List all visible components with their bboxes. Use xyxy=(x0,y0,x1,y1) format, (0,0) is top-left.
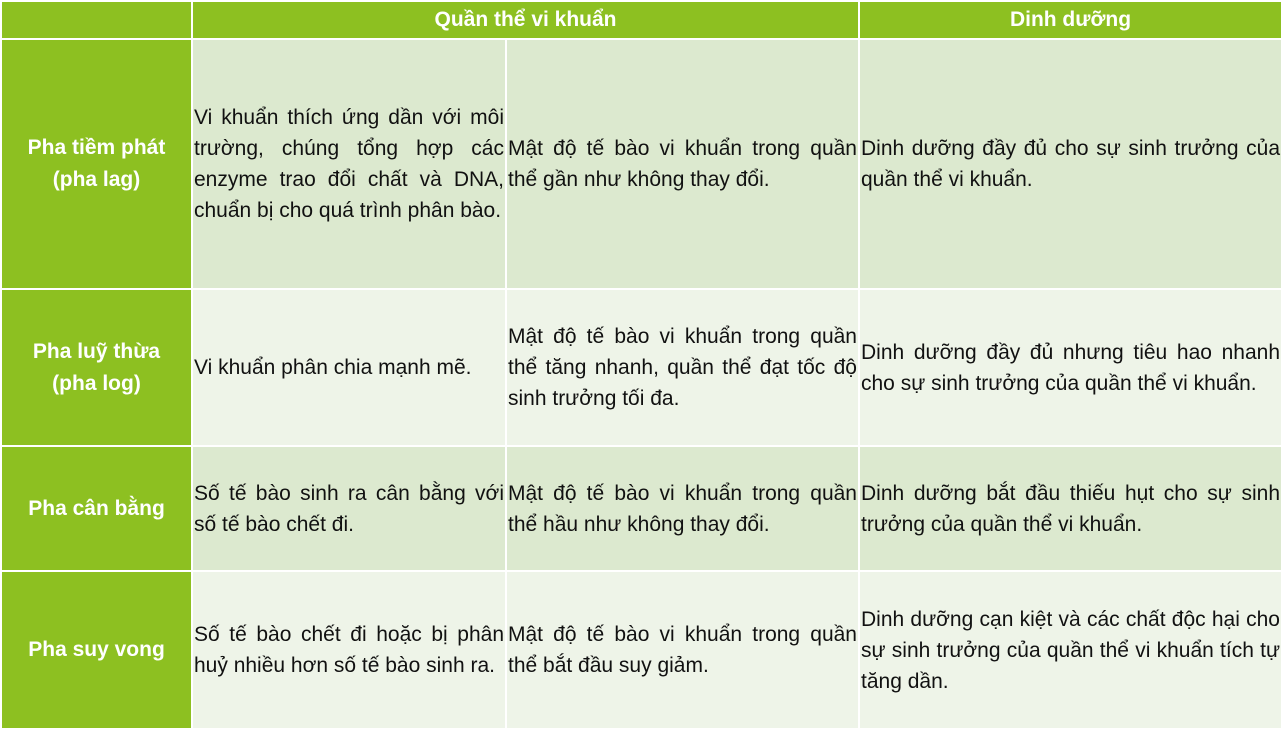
density-cell: Mật độ tế bào vi khuẩn trong quần thể gần như không thay đổi. xyxy=(506,39,859,289)
nutrition-cell: Dinh dưỡng đầy đủ nhưng tiêu hao nhanh cho sự sinh trưởng của quần thể vi khuẩn. xyxy=(859,289,1281,446)
behavior-cell: Vi khuẩn phân chia mạnh mẽ. xyxy=(192,289,506,446)
phase-label: Pha tiềm phát (pha lag) xyxy=(1,39,192,289)
table-row xyxy=(1,446,1281,571)
nutrition-cell: Dinh dưỡng cạn kiệt và các chất độc hại cho sự sinh trưởng của quần thể vi khuẩn tích tự tăng dần. xyxy=(859,571,1281,729)
density-cell: Mật độ tế bào vi khuẩn trong quần thể bắt đầu suy giảm. xyxy=(506,571,859,729)
header-population: Quần thể vi khuẩn xyxy=(192,1,859,39)
table-row xyxy=(1,571,1281,729)
density-cell: Mật độ tế bào vi khuẩn trong quần thể tăng nhanh, quần thể đạt tốc độ sinh trưởng tối đa. xyxy=(506,289,859,446)
phase-label: Pha luỹ thừa (pha log) xyxy=(1,289,192,446)
table-row xyxy=(1,289,1281,446)
phase-label: Pha cân bằng xyxy=(1,446,192,571)
header-row xyxy=(1,1,1281,39)
density-cell: Mật độ tế bào vi khuẩn trong quần thể hầu như không thay đổi. xyxy=(506,446,859,571)
behavior-cell: Số tế bào chết đi hoặc bị phân huỷ nhiều hơn số tế bào sinh ra. xyxy=(192,571,506,729)
header-corner-cell xyxy=(1,1,192,39)
table-row xyxy=(1,39,1281,289)
behavior-cell: Số tế bào sinh ra cân bằng với số tế bào chết đi. xyxy=(192,446,506,571)
nutrition-cell: Dinh dưỡng đầy đủ cho sự sinh trưởng của quần thể vi khuẩn. xyxy=(859,39,1281,289)
nutrition-cell: Dinh dưỡng bắt đầu thiếu hụt cho sự sinh trưởng của quần thể vi khuẩn. xyxy=(859,446,1281,571)
phase-label: Pha suy vong xyxy=(1,571,192,729)
behavior-cell: Vi khuẩn thích ứng dần với môi trường, chúng tổng hợp các enzyme trao đổi chất và DNA, chuẩn bị cho quá trình phân bào. xyxy=(192,39,506,289)
header-nutrition: Dinh dưỡng xyxy=(859,1,1281,39)
